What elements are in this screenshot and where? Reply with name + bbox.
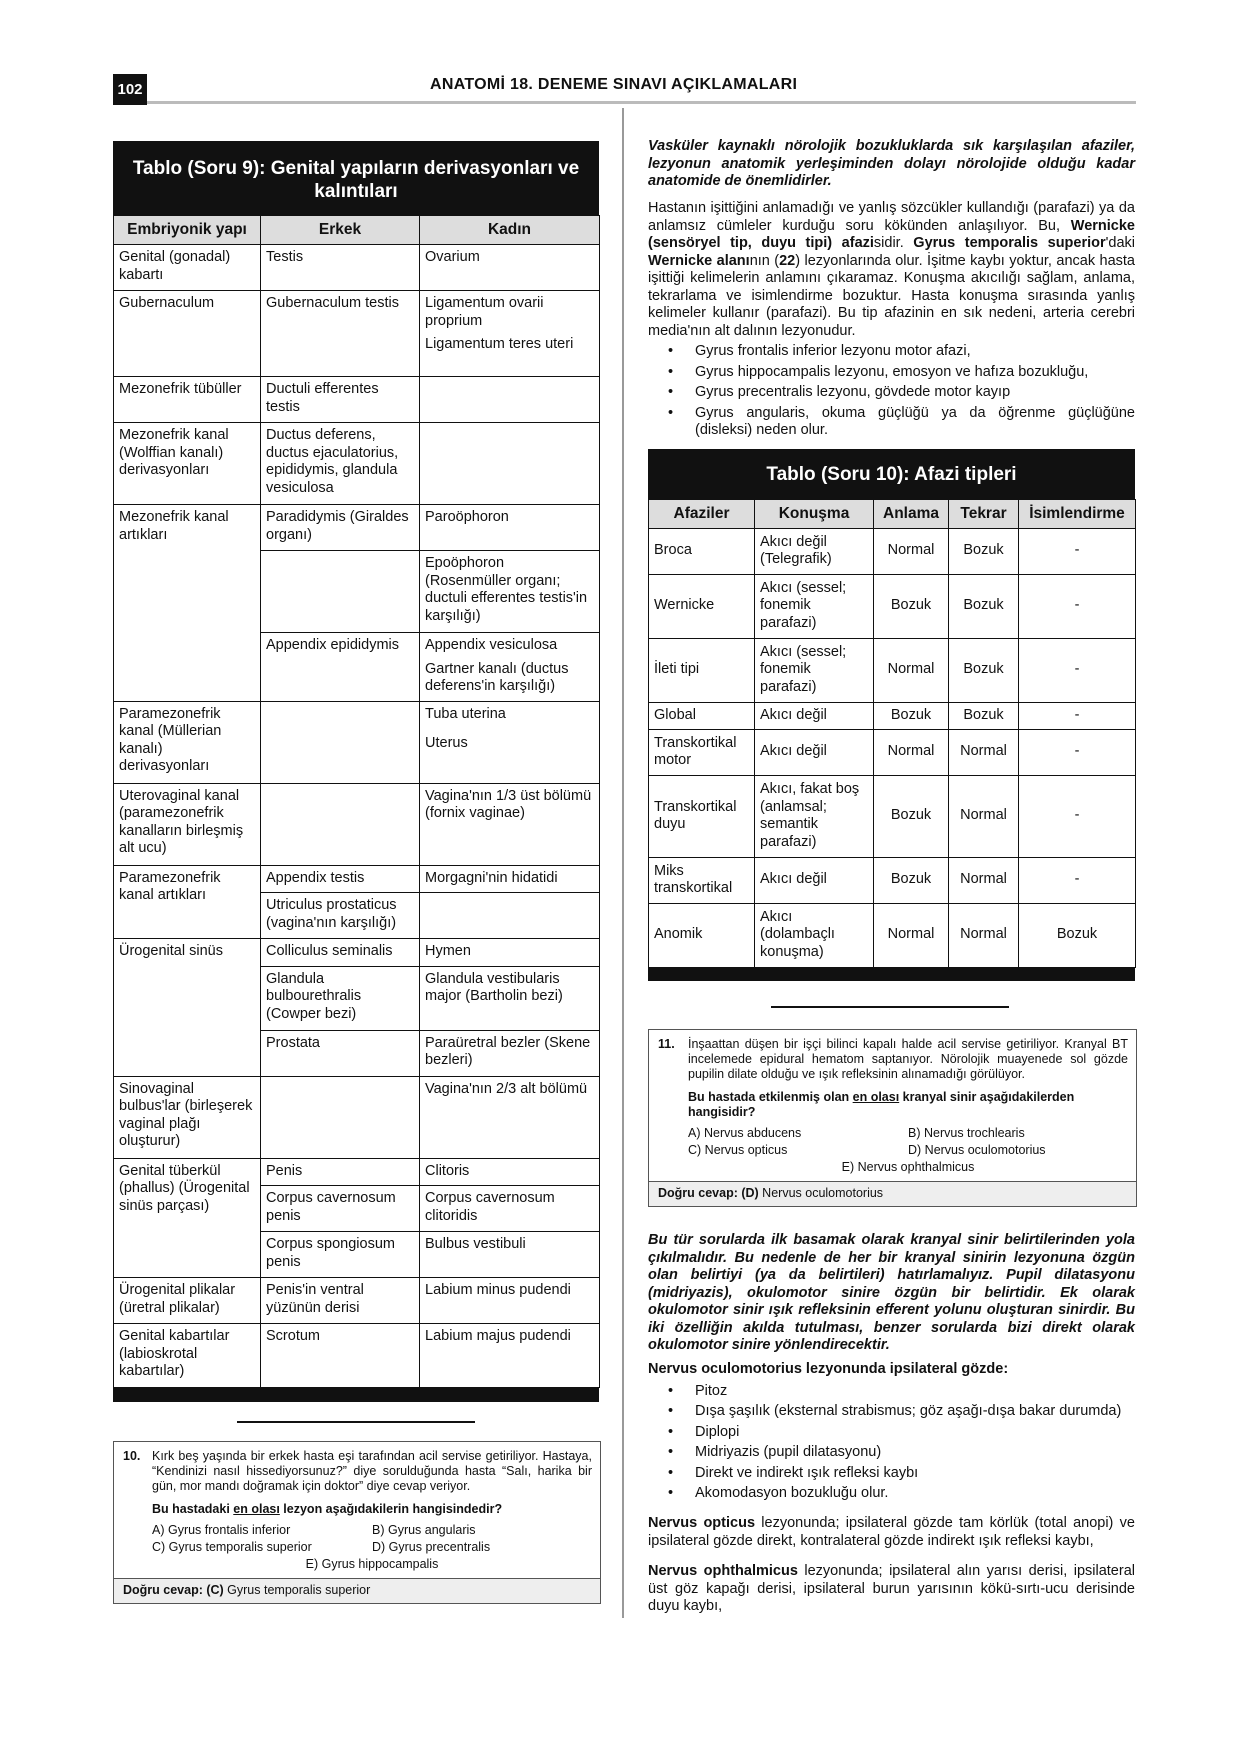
col-header: Afaziler — [649, 500, 755, 529]
cell: Normal — [874, 639, 949, 703]
cell: - — [1019, 575, 1136, 639]
oculomotor-section — [648, 1361, 1135, 1506]
cell: Uterovaginal kanal (paramezonefrik kanalların birleşmiş alt ucu) — [114, 783, 261, 865]
cell: Testis — [261, 245, 420, 291]
table-row — [114, 423, 600, 505]
genital-table-title: Tablo (Soru 9): Genital yapıların derivasyonları ve kalıntıları — [132, 158, 580, 202]
cell: Bozuk — [949, 703, 1019, 730]
text: Hastanın işittiğini anlamadığı ve yanlış sözcükler kullandığı (parafazi) ya da anlamsız cümleler kurduğu soru kökünden anlaşılıyor. Bu, — [648, 200, 1135, 234]
cell: Anomik — [649, 904, 755, 968]
cell: Normal — [874, 904, 949, 968]
answer-text: Gyrus temporalis superior — [223, 1583, 371, 1597]
cell: Clitoris — [420, 1158, 600, 1186]
text-bold: Wernicke alanı — [648, 252, 750, 269]
correct-answer — [114, 1578, 600, 1603]
cell: Appendix testis — [261, 865, 420, 893]
cell: Genital (gonadal) kabartı — [114, 245, 261, 291]
cell: Akıcı değil — [755, 703, 874, 730]
prompt-part: Bu hastadaki — [152, 1502, 234, 1516]
cell: Paroöphoron — [420, 505, 600, 551]
cell: Akıcı, fakat boş (anlamsal; semantik parafazi) — [755, 776, 874, 858]
cell: Transkortikal duyu — [649, 776, 755, 858]
cell-line: Ligamentum teres uteri — [425, 336, 574, 352]
cell: Paraüretral bezler (Skene bezleri) — [420, 1030, 600, 1076]
text: ) lezyonlarında olur. İşitme kaybı yoktur, ancak hasta işittiği kelimelerin anlamını çıkaramaz. Konuşma akıcılığı sağlam, anlama, tekrarlama ve isimlendirme bozuktur. Hasta konuşma sırasında yanlış kelimeler kullanır (parafazi). Bu tip afazinin en sık nedeni, arteria cerebri media'nın alt dalının lezyonudur. — [648, 252, 1135, 339]
cell: Colliculus seminalis — [261, 939, 420, 967]
option-d: D) Gyrus precentralis — [372, 1540, 491, 1554]
cell: Bozuk — [874, 776, 949, 858]
cell: Vagina'nın 2/3 alt bölümü — [420, 1076, 600, 1158]
cell: Bozuk — [949, 639, 1019, 703]
cell — [420, 423, 600, 505]
genital-table — [113, 141, 599, 1402]
text: lezyonunda; ipsilateral gözde tam körlük (total anopi) ve ipsilateral gözde direkt, kontralateral gözde indirekt ışık refleksi kaybı, — [648, 1515, 1135, 1549]
list-item: • Pitoz — [695, 1383, 1135, 1401]
option-b: B) Nervus trochlearis — [908, 1126, 1025, 1140]
cell: Normal — [949, 776, 1019, 858]
cell: Normal — [874, 730, 949, 776]
cell: İleti tipi — [649, 639, 755, 703]
table-row — [114, 865, 600, 893]
cell: Sinovaginal bulbus'lar (birleşerek vaginal plağı oluşturur) — [114, 1076, 261, 1158]
cell: Akıcı (dolambaçlı konuşma) — [755, 904, 874, 968]
table-row — [649, 703, 1136, 730]
cell: Utriculus prostaticus (vagina'nın karşılığı) — [261, 893, 420, 939]
cell — [420, 291, 600, 377]
cell: Global — [649, 703, 755, 730]
cell: Akıcı değil (Telegrafik) — [755, 529, 874, 575]
col-header: Konuşma — [755, 500, 874, 529]
cell-line: Tuba uterina — [425, 705, 506, 722]
cell — [261, 551, 420, 633]
table-row — [114, 291, 600, 377]
table-row — [114, 1278, 600, 1324]
col-header: Tekrar — [949, 500, 1019, 529]
cell — [261, 1076, 420, 1158]
col-header-male: Erkek — [261, 216, 420, 245]
cell: Scrotum — [261, 1324, 420, 1388]
cell-line: Uterus — [425, 735, 468, 751]
aphasia-table — [648, 449, 1135, 981]
cell: Paramezonefrik kanal (Müllerian kanalı) derivasyonları — [114, 701, 261, 783]
cell: - — [1019, 776, 1136, 858]
cell: Ductus deferens, ductus ejaculatorius, epididymis, glandula vesiculosa — [261, 423, 420, 505]
table-row — [114, 505, 600, 551]
prompt-part: kranyal sinir aşağıdakilerden hangisidir? — [688, 1090, 1075, 1119]
cell: Ductuli efferentes testis — [261, 377, 420, 423]
table-row — [649, 858, 1136, 904]
table-row — [114, 939, 600, 967]
question-text: İnşaattan düşen bir işçi bilinci kapalı halde acil servise getiriliyor. Kranyal BT incelemede epidural hematom saptanıyor. Nörolojik muayenede sol gözde pupilin dilate olduğu ve ışık refleksinin alınamadığı görülüyor. — [688, 1037, 1128, 1081]
explanation-paragraph-2: Bu tür sorularda ilk basamak olarak kranyal sinir belirtilerinden yola çıkılmalıdır. Bu nedenle de her bir kranyal sinirin lezyonuna özgün olan belirtiyi (ya da belirtileri) hatırlamalıyız. Pupil dilatasyonu (midriyazis), okulomotor sinire özgün bir belirtidir. Ek olarak okulomotor sinir ışık refleksinin efferent yolunu oluşturan sinirdir. Bu iki özelliğin akılda tutulması, benzer sorularda bizi direkt olarak okulomotor sinire yönlendirecektir. — [648, 1232, 1135, 1353]
question-11-box — [648, 1029, 1137, 1207]
cell: Transkortikal motor — [649, 730, 755, 776]
cell: Corpus cavernosum clitoridis — [420, 1186, 600, 1232]
table-row — [114, 377, 600, 423]
table-row — [114, 783, 600, 865]
cell-line: Gartner kanalı (ductus deferens'in karşılığı) — [425, 660, 569, 694]
list-item: • Akomodasyon bozukluğu olur. — [695, 1485, 1135, 1503]
cell: Corpus cavernosum penis — [261, 1186, 420, 1232]
text-bold: Nervus opticus — [648, 1515, 756, 1531]
table-row — [649, 904, 1136, 968]
question-prompt — [152, 1502, 592, 1517]
text-bold: Nervus ophthalmicus — [648, 1563, 798, 1579]
text-bold: Wernicke (sensöryel tip, duyu tipi) afazi — [648, 217, 1135, 251]
cell: Genital kabartılar (labioskrotal kabartılar) — [114, 1324, 261, 1388]
section-separator — [237, 1421, 475, 1423]
cell: Normal — [949, 904, 1019, 968]
bullet-list — [648, 343, 1135, 440]
cell: Ürogenital sinüs — [114, 939, 261, 1077]
text-bold: 22 — [779, 252, 796, 269]
option-e: E) Gyrus hippocampalis — [305, 1557, 439, 1571]
prompt-part: Bu hastada etkilenmiş olan — [688, 1090, 853, 1104]
cell: Paramezonefrik kanal artıkları — [114, 865, 261, 939]
cell: Epoöphoron (Rosenmüller organı; ductuli efferentes testis'in karşılığı) — [420, 551, 600, 633]
table-row — [649, 639, 1136, 703]
cell: Mezonefrik tübüller — [114, 377, 261, 423]
cell: - — [1019, 639, 1136, 703]
list-item: • Gyrus frontalis inferior lezyonu motor afazi, — [695, 343, 1135, 361]
prompt-part: lezyon aşağıdakilerin hangisindedir? — [279, 1502, 503, 1516]
list-item: • Diplopi — [695, 1424, 1135, 1442]
option-d: D) Nervus oculomotorius — [908, 1143, 1046, 1157]
list-item: • Gyrus angularis, okuma güçlüğü ya da öğrenme güçlüğüne (disleksi) neden olur. — [695, 405, 1135, 440]
cell: - — [1019, 703, 1136, 730]
cell: Bozuk — [949, 529, 1019, 575]
cell: Normal — [949, 858, 1019, 904]
cell: Labium majus pudendi — [420, 1324, 600, 1388]
col-header: İsimlendirme — [1019, 500, 1136, 529]
prompt-emphasis: en olası — [852, 1090, 900, 1104]
cell: Akıcı (sessel; fonemik parafazi) — [755, 575, 874, 639]
cell: Miks transkortikal — [649, 858, 755, 904]
option-c: C) Gyrus temporalis superior — [152, 1540, 312, 1554]
list-item: • Midriyazis (pupil dilatasyonu) — [695, 1444, 1135, 1462]
text: nın ( — [749, 252, 780, 269]
cell: Ürogenital plikalar (üretral plikalar) — [114, 1278, 261, 1324]
cell: Akıcı değil — [755, 858, 874, 904]
table-row — [649, 776, 1136, 858]
cell: Bozuk — [949, 575, 1019, 639]
cell: Glandula vestibularis major (Bartholin bezi) — [420, 966, 600, 1030]
explanation-paragraph — [648, 200, 1135, 443]
table-row — [114, 1324, 600, 1388]
list-item: • Gyrus precentralis lezyonu, gövdede motor kayıp — [695, 384, 1135, 402]
question-prompt — [688, 1090, 1128, 1120]
text: sidir. — [873, 235, 914, 251]
cell: - — [1019, 529, 1136, 575]
col-header-embryonic: Embriyonik yapı — [114, 216, 261, 245]
cell: - — [1019, 858, 1136, 904]
cell: Gubernaculum — [114, 291, 261, 377]
list-item: • Gyrus hippocampalis lezyonu, emosyon ve hafıza bozukluğu, — [695, 364, 1135, 382]
cell: - — [1019, 730, 1136, 776]
table-row — [649, 730, 1136, 776]
question-10-box — [113, 1441, 601, 1604]
cell: Bozuk — [1019, 904, 1136, 968]
list-item: • Dışa şaşılık (eksternal strabismus; göz aşağı-dışa bakar durumda) — [695, 1403, 1135, 1421]
cell: Hymen — [420, 939, 600, 967]
option-a: A) Gyrus frontalis inferior — [152, 1523, 291, 1537]
bullet-list — [648, 1383, 1135, 1503]
cell: Glandula bulbourethralis (Cowper bezi) — [261, 966, 420, 1030]
cell: Gubernaculum testis — [261, 291, 420, 377]
cell: Normal — [874, 529, 949, 575]
option-c: C) Nervus opticus — [688, 1143, 788, 1157]
answer-label: Doğru cevap: (D) — [658, 1186, 759, 1200]
cell: Corpus spongiosum penis — [261, 1232, 420, 1278]
header-rule — [147, 101, 1136, 104]
table-row — [114, 1076, 600, 1158]
cell: Mezonefrik kanal (Wolffian kanalı) derivasyonları — [114, 423, 261, 505]
cell: Akıcı değil — [755, 730, 874, 776]
text: 'daki — [1105, 235, 1136, 251]
answer-text: Nervus oculomotorius — [758, 1186, 884, 1200]
table-row — [114, 1158, 600, 1186]
cell — [420, 893, 600, 939]
cell: Bozuk — [874, 703, 949, 730]
correct-answer — [649, 1181, 1136, 1206]
page-title: ANATOMİ 18. DENEME SINAVI AÇIKLAMALARI — [430, 76, 798, 93]
ophthalmicus-paragraph — [648, 1563, 1135, 1616]
answer-label: Doğru cevap: (C) — [123, 1583, 224, 1597]
cell: Bozuk — [874, 575, 949, 639]
text: lezyonunda; ipsilateral alın yarısı derisi, ipsilateral üst göz kapağı derisi, ipsilateral burun yarısının kökü-sırtı-ucu derisinde duyu kaybı, — [648, 1563, 1135, 1614]
col-header: Anlama — [874, 500, 949, 529]
cell: Bulbus vestibuli — [420, 1232, 600, 1278]
page-number: 102 — [113, 74, 147, 105]
col-header-female: Kadın — [420, 216, 600, 245]
cell: Wernicke — [649, 575, 755, 639]
table-row — [114, 701, 600, 783]
cell: Bozuk — [874, 858, 949, 904]
column-divider — [622, 108, 624, 1618]
table-row — [649, 529, 1136, 575]
cell: Normal — [949, 730, 1019, 776]
cell: Akıcı (sessel; fonemik parafazi) — [755, 639, 874, 703]
opticus-paragraph — [648, 1515, 1135, 1550]
cell: Morgagni'nin hidatidi — [420, 865, 600, 893]
cell — [261, 783, 420, 865]
cell: Penis — [261, 1158, 420, 1186]
option-e: E) Nervus ophthalmicus — [841, 1160, 975, 1174]
cell: Ovarium — [420, 245, 600, 291]
option-a: A) Nervus abducens — [688, 1126, 802, 1140]
question-text: Kırk beş yaşında bir erkek hasta eşi tarafından acil servise getiriliyor. Hastaya, “Kendinizi nasıl hissediyorsunuz?” diye sorulduğunda hasta “Salı, harika bir gün, mor mandı doğramak için doktor” diye cevap veriyor. — [152, 1449, 592, 1493]
cell — [420, 701, 600, 783]
section-heading: Nervus oculomotorius lezyonunda ipsilateral gözde: — [648, 1361, 1009, 1377]
cell-line: Ligamentum ovarii proprium — [425, 295, 544, 329]
cell: Vagina'nın 1/3 üst bölümü (fornix vaginae) — [420, 783, 600, 865]
cell: Labium minus pudendi — [420, 1278, 600, 1324]
options — [152, 1523, 592, 1555]
section-separator — [771, 1006, 1009, 1008]
cell: Paradidymis (Giraldes organı) — [261, 505, 420, 551]
cell: Broca — [649, 529, 755, 575]
cell: Genital tüberkül (phallus) (Ürogenital sinüs parçası) — [114, 1158, 261, 1278]
intro-paragraph: Vasküler kaynaklı nörolojik bozukluklarda sık karşılaşılan afaziler, lezyonun anatomik yerleşiminden dolayı nörolojide olduğu kadar anatomide de önemlidirler. — [648, 138, 1135, 189]
cell: Prostata — [261, 1030, 420, 1076]
cell: Appendix epididymis — [261, 633, 420, 702]
question-number: 10. — [123, 1449, 141, 1463]
text-bold: Gyrus temporalis superior — [913, 235, 1106, 251]
cell: Mezonefrik kanal artıkları — [114, 505, 261, 702]
cell-line: Appendix vesiculosa — [425, 637, 558, 653]
option-b: B) Gyrus angularis — [372, 1523, 476, 1537]
list-item: • Direkt ve indirekt ışık refleksi kaybı — [695, 1465, 1135, 1483]
cell: Penis'in ventral yüzünün derisi — [261, 1278, 420, 1324]
cell — [420, 633, 600, 702]
question-number: 11. — [658, 1037, 675, 1051]
table-row — [114, 245, 600, 291]
table-row — [649, 575, 1136, 639]
prompt-emphasis: en olası — [233, 1502, 280, 1516]
cell — [420, 377, 600, 423]
cell — [261, 701, 420, 783]
options — [688, 1126, 1128, 1158]
aphasia-table-title: Tablo (Soru 10): Afazi tipleri — [766, 464, 1017, 485]
